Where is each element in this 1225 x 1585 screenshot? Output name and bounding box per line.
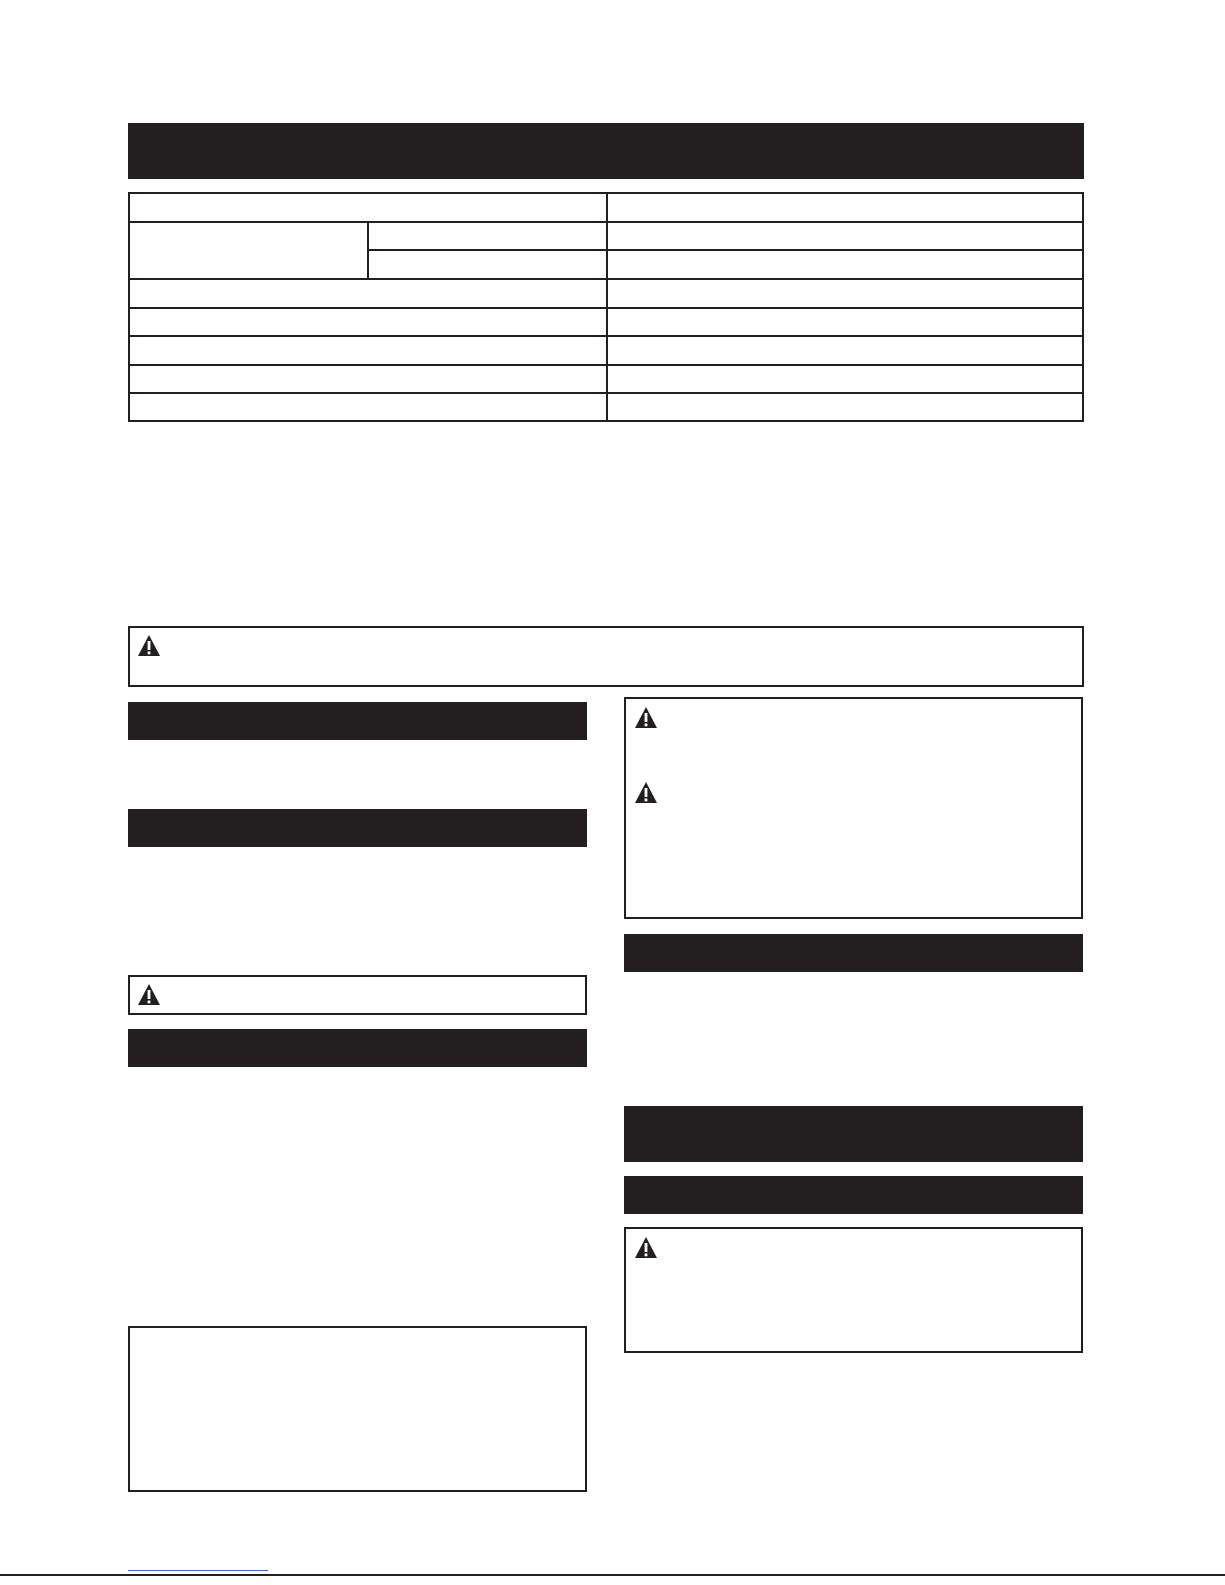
table-column-divider bbox=[606, 194, 608, 420]
table-column-divider bbox=[367, 221, 369, 279]
section-heading-bar bbox=[624, 934, 1083, 972]
warning-icon bbox=[634, 706, 658, 730]
chapter-heading-bar bbox=[624, 1106, 1083, 1162]
section-heading-bar bbox=[128, 1029, 587, 1067]
warning-box-right-bottom bbox=[624, 1227, 1083, 1353]
footer-link-underline bbox=[128, 1570, 268, 1571]
warning-box-double bbox=[624, 697, 1083, 919]
warning-icon bbox=[634, 1236, 658, 1260]
section-heading-bar bbox=[128, 809, 587, 847]
note-box bbox=[128, 1326, 587, 1492]
section-heading-bar bbox=[128, 702, 587, 740]
table-row-divider bbox=[368, 249, 1082, 251]
section-heading-bar bbox=[624, 1176, 1083, 1214]
warning-icon bbox=[137, 634, 161, 658]
spec-table bbox=[128, 192, 1084, 422]
warning-icon bbox=[634, 781, 658, 805]
warning-box-small bbox=[128, 975, 587, 1015]
warning-icon bbox=[137, 983, 161, 1007]
warning-box-general bbox=[128, 626, 1084, 687]
page-title-bar bbox=[128, 123, 1084, 179]
footer-rule bbox=[0, 1574, 1225, 1576]
